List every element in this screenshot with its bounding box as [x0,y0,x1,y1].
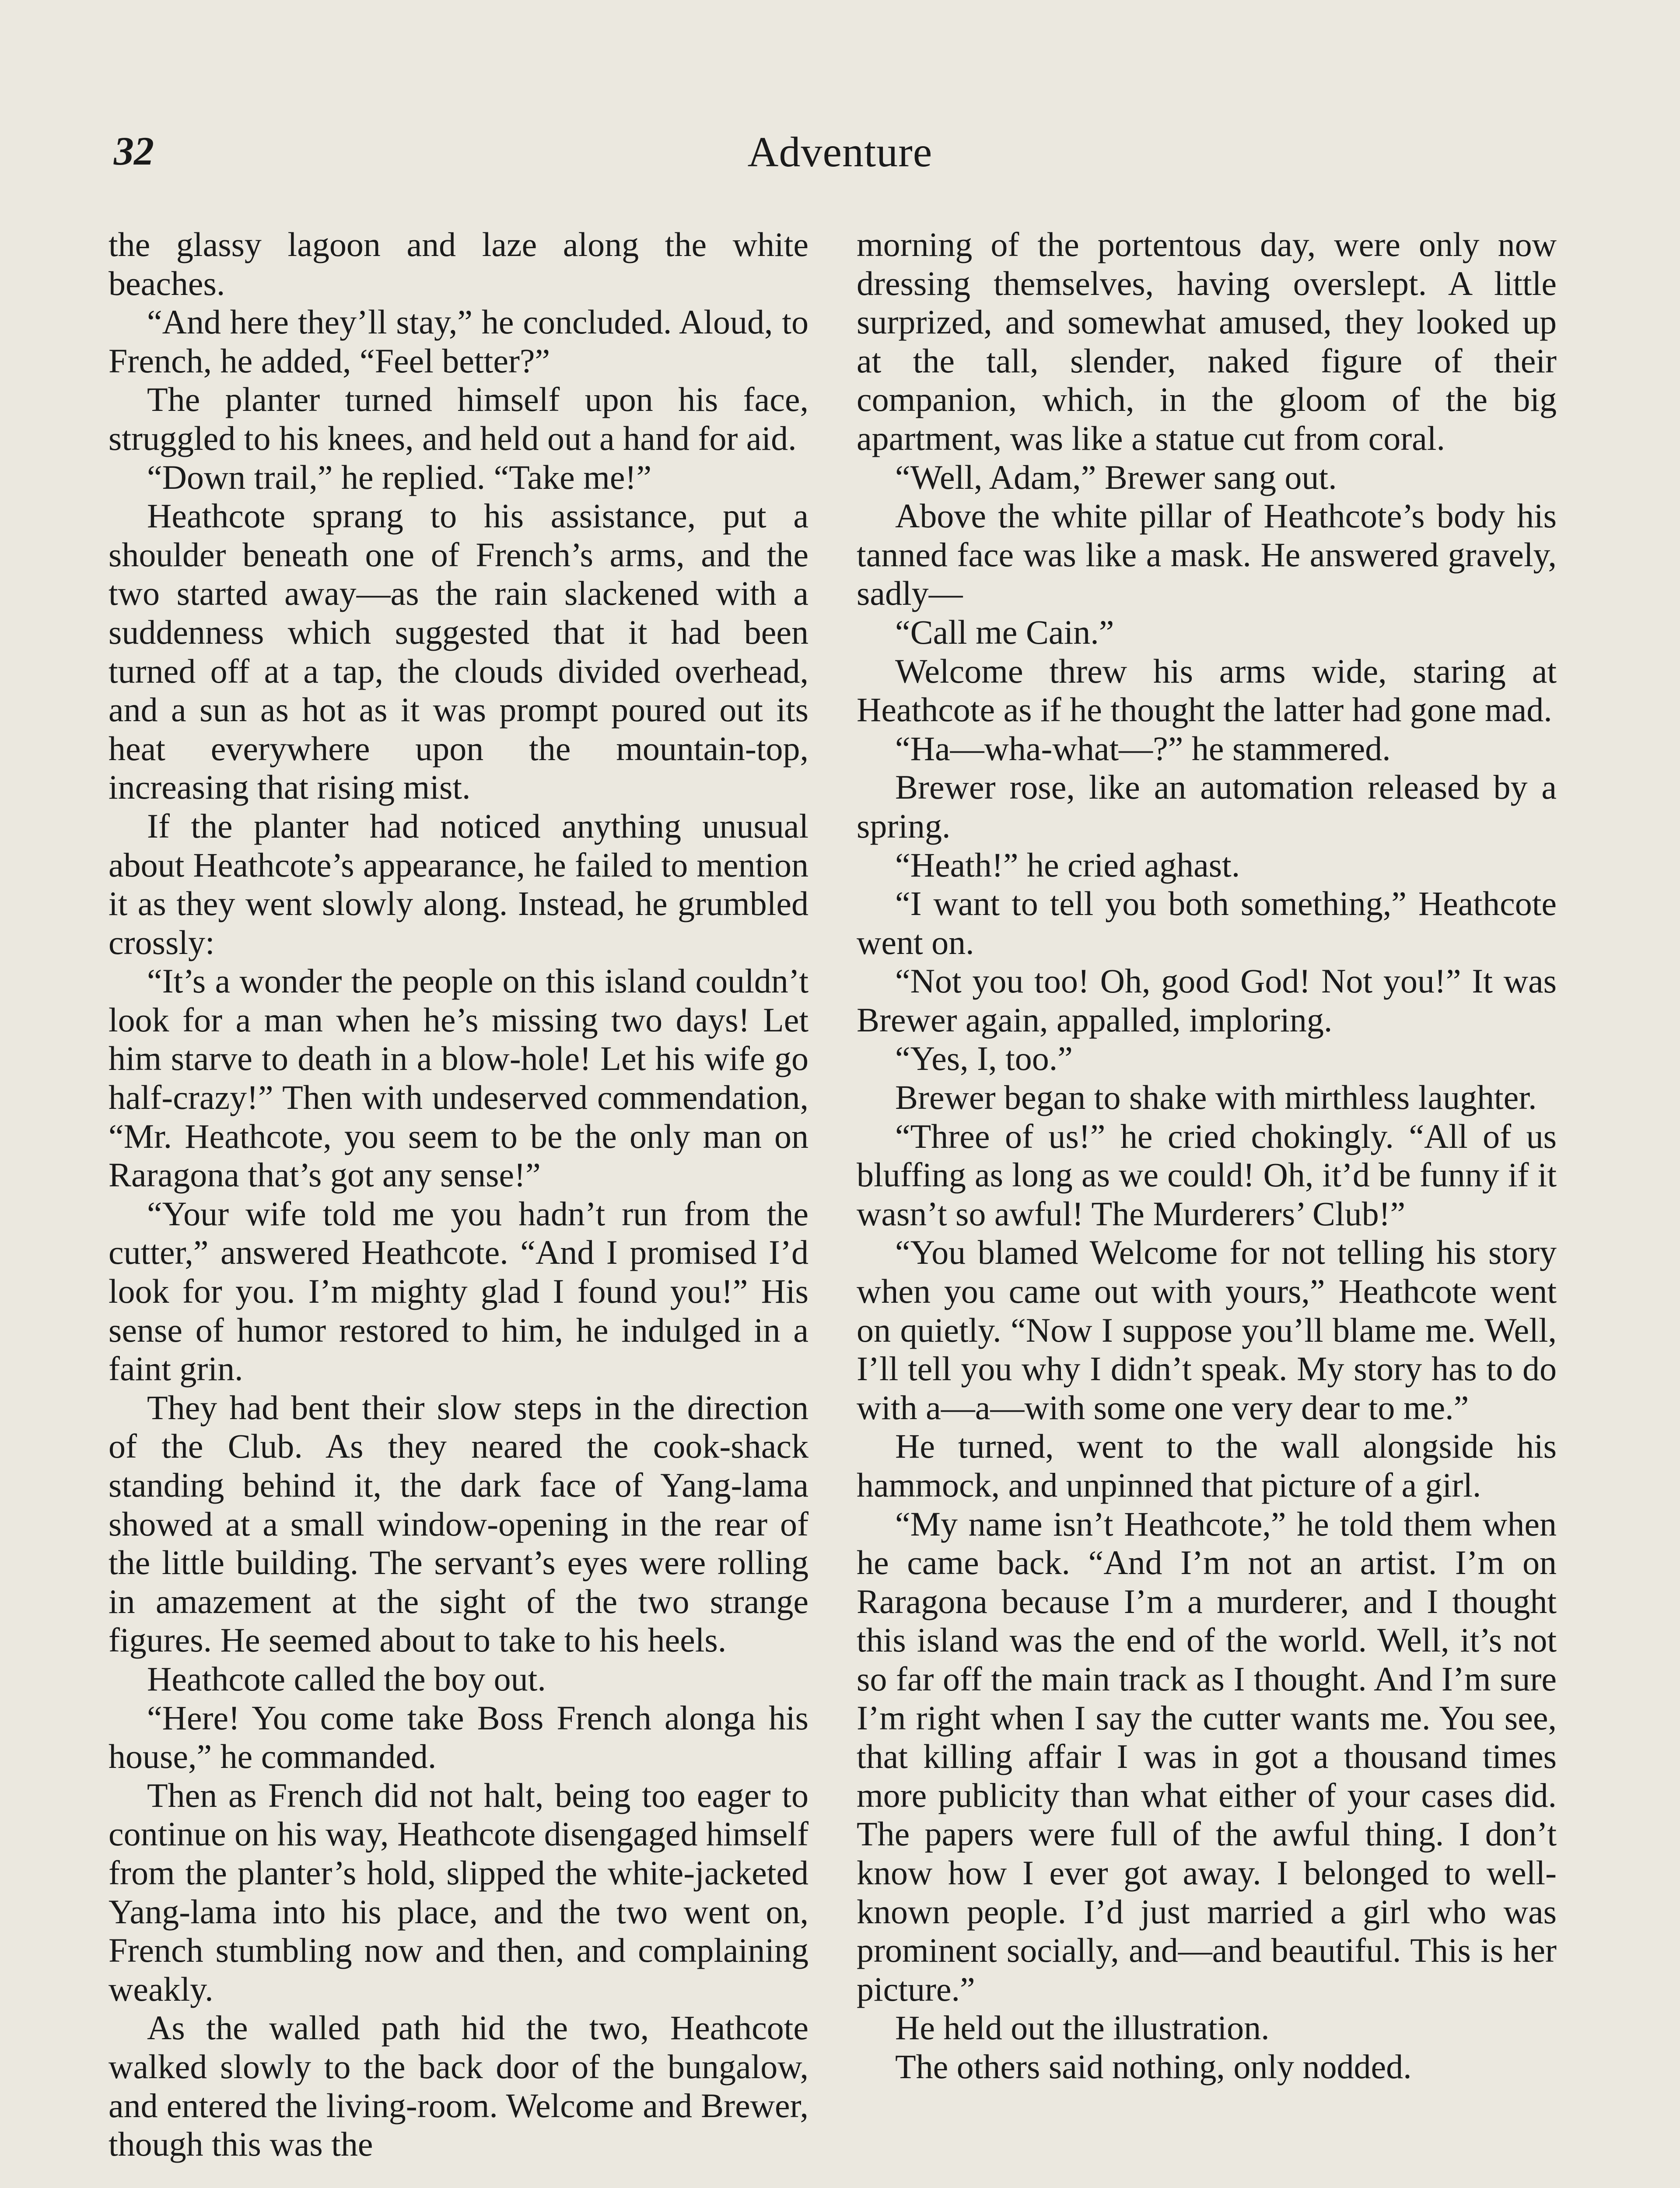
paragraph: “Down trail,” he replied. “Take me!” [147,458,652,496]
paragraph: Heathcote sprang to his assistance, put a shoulder beneath one of French’s arms, and the two started away—as the rain slackened with a suddenness which suggested that it had been turned off at a tap, the clouds divided overhead, and a sun as hot as it was prompt poured out its heat everywhere upon the mountain-top, increasing that rising mist. [108,497,808,806]
paragraph: He held out the illustration. [895,2009,1270,2047]
paragraph: “Heath!” he cried aghast. [895,845,1240,884]
paragraph: “Ha—wha-what—?” he stammered. [895,729,1391,768]
running-head [114,127,1566,184]
paragraph: Then as French did not halt, being too eager to continue on his way, Heathcote disengaged himself from the planter’s hold, slipped the white-jacketed Yang-lama into his place, and the two went on, French stumbling now and then, and complaining weakly. [108,1776,808,2008]
paragraph: They had bent their slow steps in the direction of the Club. As they neared the cook-shack standing behind it, the dark face of Yang-lama showed at a small window-opening in the rear of the little building. The servant’s eyes were rolling in amazement at the sight of the two strange figures. He seemed about to take to his heels. [108,1388,808,1659]
left-text-column [108,225,808,2164]
paragraph: Heathcote called the boy out. [147,1659,546,1698]
paragraph: He turned, went to the wall alongside his hammock, and unpinned that picture of a girl. [857,1427,1557,1504]
paragraph: the glassy lagoon and laze along the white beaches. [108,225,808,302]
paragraph: “Yes, I, too.” [895,1039,1073,1078]
paragraph: If the planter had noticed anything unusual about Heathcote’s appearance, he failed to mention it as they went slowly along. Instead, he grumbled crossly: [108,806,808,961]
right-text-column [857,225,1557,2086]
paragraph: “It’s a wonder the people on this island couldn’t look for a man when he’s missing two days! Let him starve to death in a blow-hole! Let his wife go half-crazy!” Then with undeserved commendation, “Mr. Heathcote, you seem to be the only man on Raragona that’s got any sense!” [108,962,808,1194]
paragraph: morning of the portentous day, were only now dressing themselves, having overslept. A little surprized, and somewhat amused, they looked up at the tall, slender, naked figure of their companion, which, in the gloom of the big apartment, was like a statue cut from coral. [857,225,1557,457]
paragraph: The planter turned himself upon his face, struggled to his knees, and held out a hand for aid. [108,380,808,457]
paragraph: Above the white pillar of Heathcote’s body his tanned face was like a mask. He answered gravely, sadly— [857,497,1557,613]
paragraph: “Well, Adam,” Brewer sang out. [895,458,1337,496]
paragraph: “Here! You come take Boss French alonga his house,” he commanded. [108,1698,808,1776]
paragraph: “You blamed Welcome for not telling his story when you came out with yours,” Heathcote went on quietly. “Now I suppose you’ll blame me. Well, I’ll tell you why I didn’t speak. My story has to do with a—a—with some one very dear to me.” [857,1233,1557,1427]
magazine-title: Adventure [747,129,933,176]
paragraph: “Call me Cain.” [895,613,1114,651]
paragraph: Welcome threw his arms wide, staring at Heathcote as if he thought the latter had gone mad. [857,652,1557,729]
paragraph: “Not you too! Oh, good God! Not you!” It was Brewer again, appalled, imploring. [857,962,1557,1039]
paragraph: “Three of us!” he cried chokingly. “All of us bluffing as long as we could! Oh, it’d be funny if it wasn’t so awful! The Murderers’ Club!” [857,1117,1557,1233]
paragraph: Brewer began to shake with mirthless laughter. [895,1078,1537,1117]
paragraph: Brewer rose, like an automation released by a spring. [857,768,1557,845]
paragraph: “My name isn’t Heathcote,” he told them when he came back. “And I’m not an artist. I’m on Raragona because I’m a murderer, and I thought this island was the end of the world. Well, it’s not so far off the main track as I thought. And I’m sure I’m right when I say the cutter wants me. You see, that killing affair I was in got a thousand times more publicity than what either of your cases did. The papers were full of the awful thing. I don’t know how I ever got away. I belonged to well-known people. I’d just married a girl who was prominent socially, and—and beautiful. This is her picture.” [857,1504,1557,2008]
paragraph: “And here they’ll stay,” he concluded. Aloud, to French, he added, “Feel better?” [108,303,808,380]
paragraph: The others said nothing, only nodded. [895,2047,1412,2086]
paragraph: As the walled path hid the two, Heathcote walked slowly to the back door of the bungalow, and entered the living-room. Welcome and Brewer, though this was the [108,2009,808,2163]
page-number: 32 [114,129,154,173]
paragraph: “Your wife told me you hadn’t run from the cutter,” answered Heathcote. “And I promised I’d look for you. I’m mighty glad I found you!” His sense of humor restored to him, he indulged in a faint grin. [108,1194,808,1388]
paragraph: “I want to tell you both something,” Heathcote went on. [857,884,1557,961]
